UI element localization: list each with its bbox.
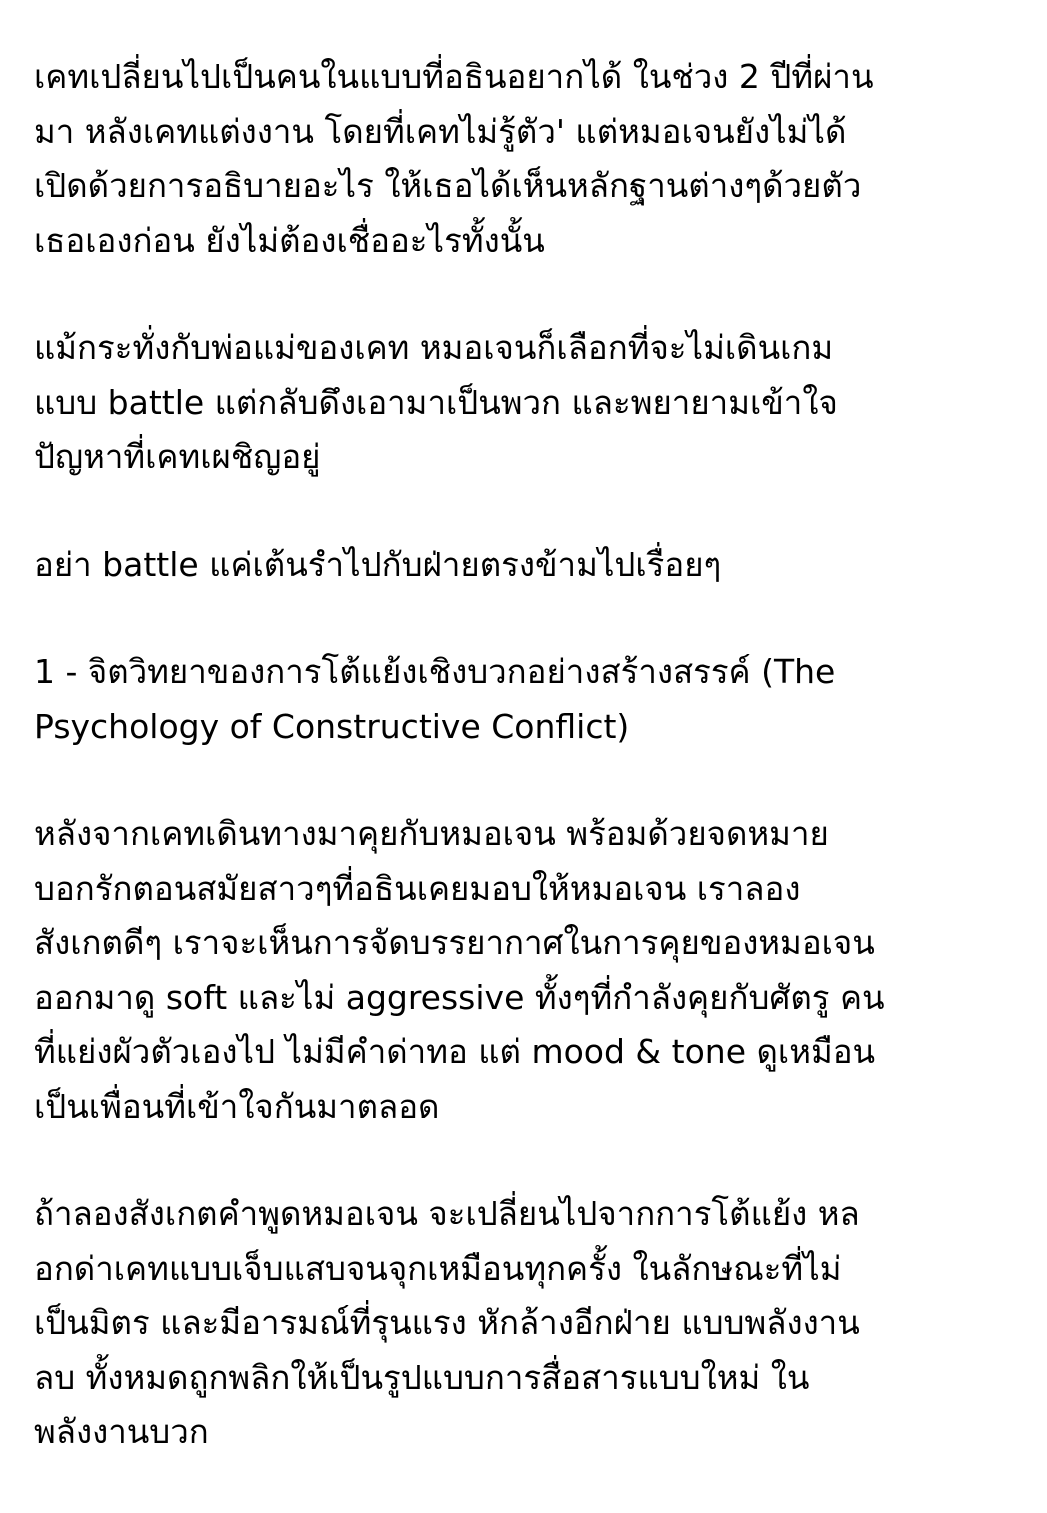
heading-line: Psychology of Constructive Conflict) [34,706,630,746]
heading-line: 1 - จิตวิทยาของการโต้แย้งเชิงบวกอย่างสร้างสรรค์ (The [34,652,836,691]
paragraph-5 [34,807,1024,1134]
text-line: ที่แย่งผัวตัวเองไป ไม่มีคำด่าทอ แต่ mood & tone ดูเหมือน [34,1032,876,1071]
text-line: เป็นมิตร และมีอารมณ์ที่รุนแรง หักล้างอีกฝ่าย แบบพลังงาน [34,1303,860,1342]
text-line: ลบ ทั้งหมดถูกพลิกให้เป็นรูปแบบการสื่อสารแบบใหม่ ใน [34,1357,810,1397]
text-line: บอกรักตอนสมัยสาวๆที่อธินเคยมอบให้หมอเจน เราลอง [34,868,801,908]
paragraph-2 [34,321,1024,485]
section-heading [34,645,1024,754]
text-line: อกด่าเคทแบบเจ็บแสบจนจุกเหมือนทุกครั้ง ในลักษณะที่ไม่ [34,1248,842,1288]
text-line: มา หลังเคทแต่งงาน โดยที่เคทไม่รู้ตัว' แต่หมอเจนยังไม่ได้ [34,111,847,151]
text-line: หลังจากเคทเดินทางมาคุยกับหมอเจน พร้อมด้วยจดหมาย [34,814,829,853]
text-line: ถ้าลองสังเกตคำพูดหมอเจน จะเปลี่ยนไปจากการโต้แย้ง หล [34,1194,860,1233]
text-line: เป็นเพื่อนที่เข้าใจกันมาตลอด [34,1086,440,1126]
text-line: เคทเปลี่ยนไปเป็นคนในแบบที่อธินอยากได้ ในช่วง 2 ปีที่ผ่าน [34,57,874,96]
text-line: แบบ battle แต่กลับดึงเอามาเป็นพวก และพยายามเข้าใจ [34,382,838,422]
text-line: อย่า battle แค่เต้นรำไปกับฝ่ายตรงข้ามไปเรื่อยๆ [34,544,722,584]
text-line: แม้กระทั่งกับพ่อแม่ของเคท หมอเจนก็เลือกที่จะไม่เดินเกม [34,328,834,367]
paragraph-3 [34,538,1024,593]
text-line: เปิดด้วยการอธิบายอะไร ให้เธอได้เห็นหลักฐานต่างๆด้วยตัว [34,166,862,205]
text-line: ปัญหาที่เคทเผชิญอยู่ [34,437,321,476]
text-line: ออกมาดู soft และไม่ aggressive ทั้งๆที่กำลังคุยกับศัตรู คน [34,977,885,1017]
text-line: พลังงานบวก [34,1412,209,1451]
text-line: เธอเองก่อน ยังไม่ต้องเชื่ออะไรทั้งนั้น [34,220,545,260]
document-body [34,50,1024,1513]
paragraph-1 [34,50,1024,268]
paragraph-6 [34,1187,1024,1460]
text-line: สังเกตดีๆ เราจะเห็นการจัดบรรยากาศในการคุยของหมอเจน [34,923,875,962]
